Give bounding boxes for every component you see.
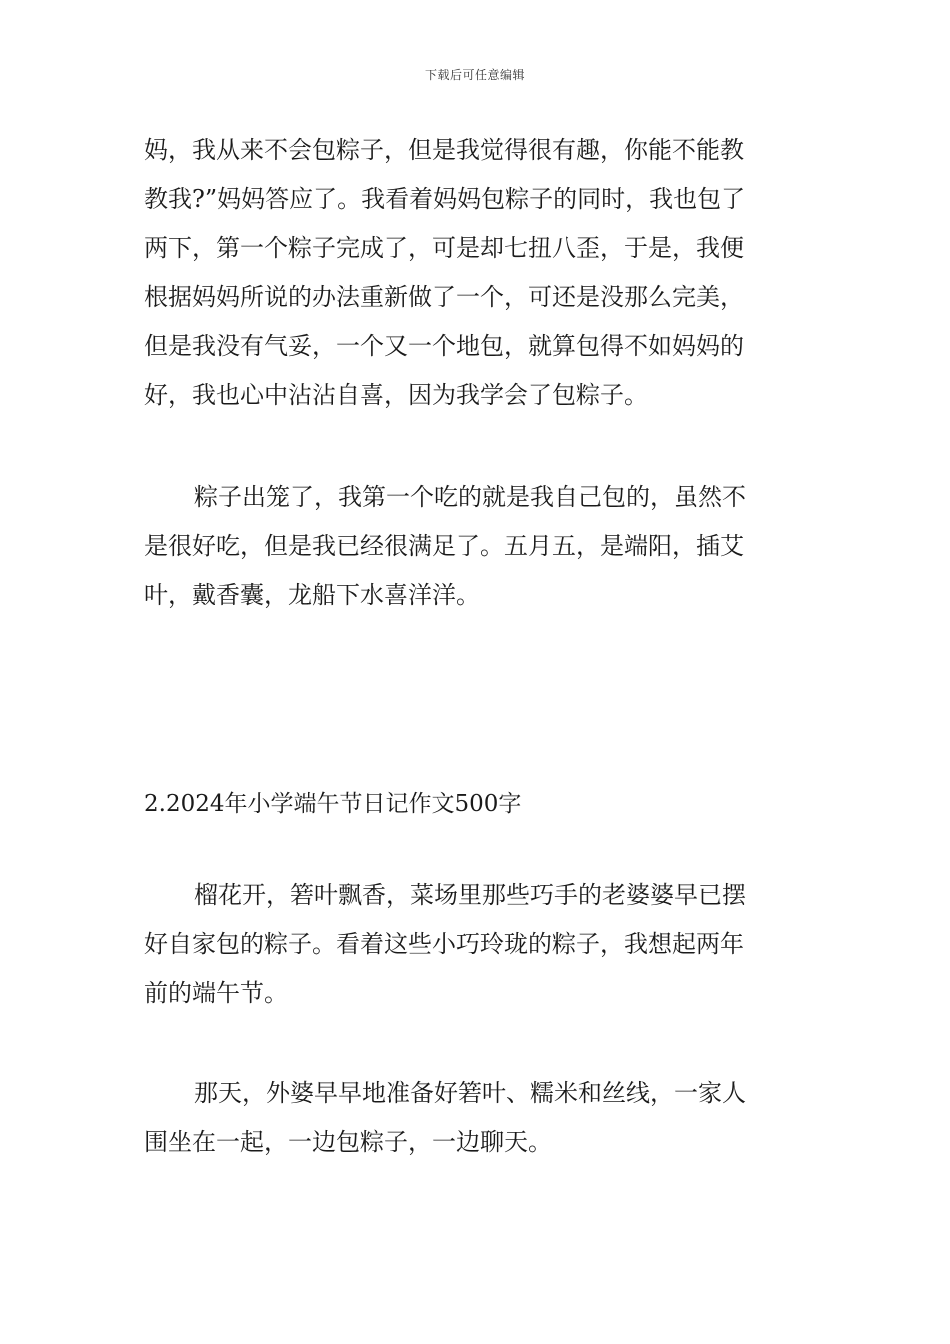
paragraph-line: 教我?”妈妈答应了。我看着妈妈包粽子的同时，我也包了 xyxy=(144,185,746,213)
paragraph-line: 根据妈妈所说的办法重新做了一个，可还是没那么完美， xyxy=(144,283,744,311)
paragraph-3 xyxy=(144,871,808,1018)
paragraph-line: 叶，戴香囊，龙船下水喜洋洋。 xyxy=(144,581,480,609)
paragraph-line: 围坐在一起，一边包粽子，一边聊天。 xyxy=(144,1128,552,1156)
paragraph-line: 但是我没有气妥，一个又一个地包，就算包得不如妈妈的 xyxy=(144,332,744,360)
paragraph-line: 那天，外婆早早地准备好箬叶、糯米和丝线，一家人 xyxy=(194,1079,746,1107)
paragraph-line: 好自家包的粽子。看着这些小巧玲珑的粽子，我想起两年 xyxy=(144,930,744,958)
header-note: 下载后可任意编辑 xyxy=(424,68,525,82)
paragraph-line: 好，我也心中沾沾自喜，因为我学会了包粽子。 xyxy=(144,381,648,409)
paragraph-line: 两下，第一个粽子完成了，可是却七扭八歪，于是，我便 xyxy=(144,234,744,262)
paragraph-1 xyxy=(144,126,808,420)
paragraph-2 xyxy=(144,473,808,620)
paragraph-line: 是很好吃，但是我已经很满足了。五月五，是端阳，插艾 xyxy=(144,532,744,560)
paragraph-line: 榴花开，箬叶飘香，菜场里那些巧手的老婆婆早已摆 xyxy=(194,881,746,909)
paragraph-line: 前的端午节。 xyxy=(144,979,288,1007)
paragraph-line: 粽子出笼了，我第一个吃的就是我自己包的，虽然不 xyxy=(194,483,746,511)
section-heading: 2.2024年小学端午节日记作文500字 xyxy=(144,791,522,817)
paragraph-line: 妈，我从来不会包粽子，但是我觉得很有趣，你能不能教 xyxy=(144,136,744,164)
paragraph-4 xyxy=(144,1069,808,1167)
